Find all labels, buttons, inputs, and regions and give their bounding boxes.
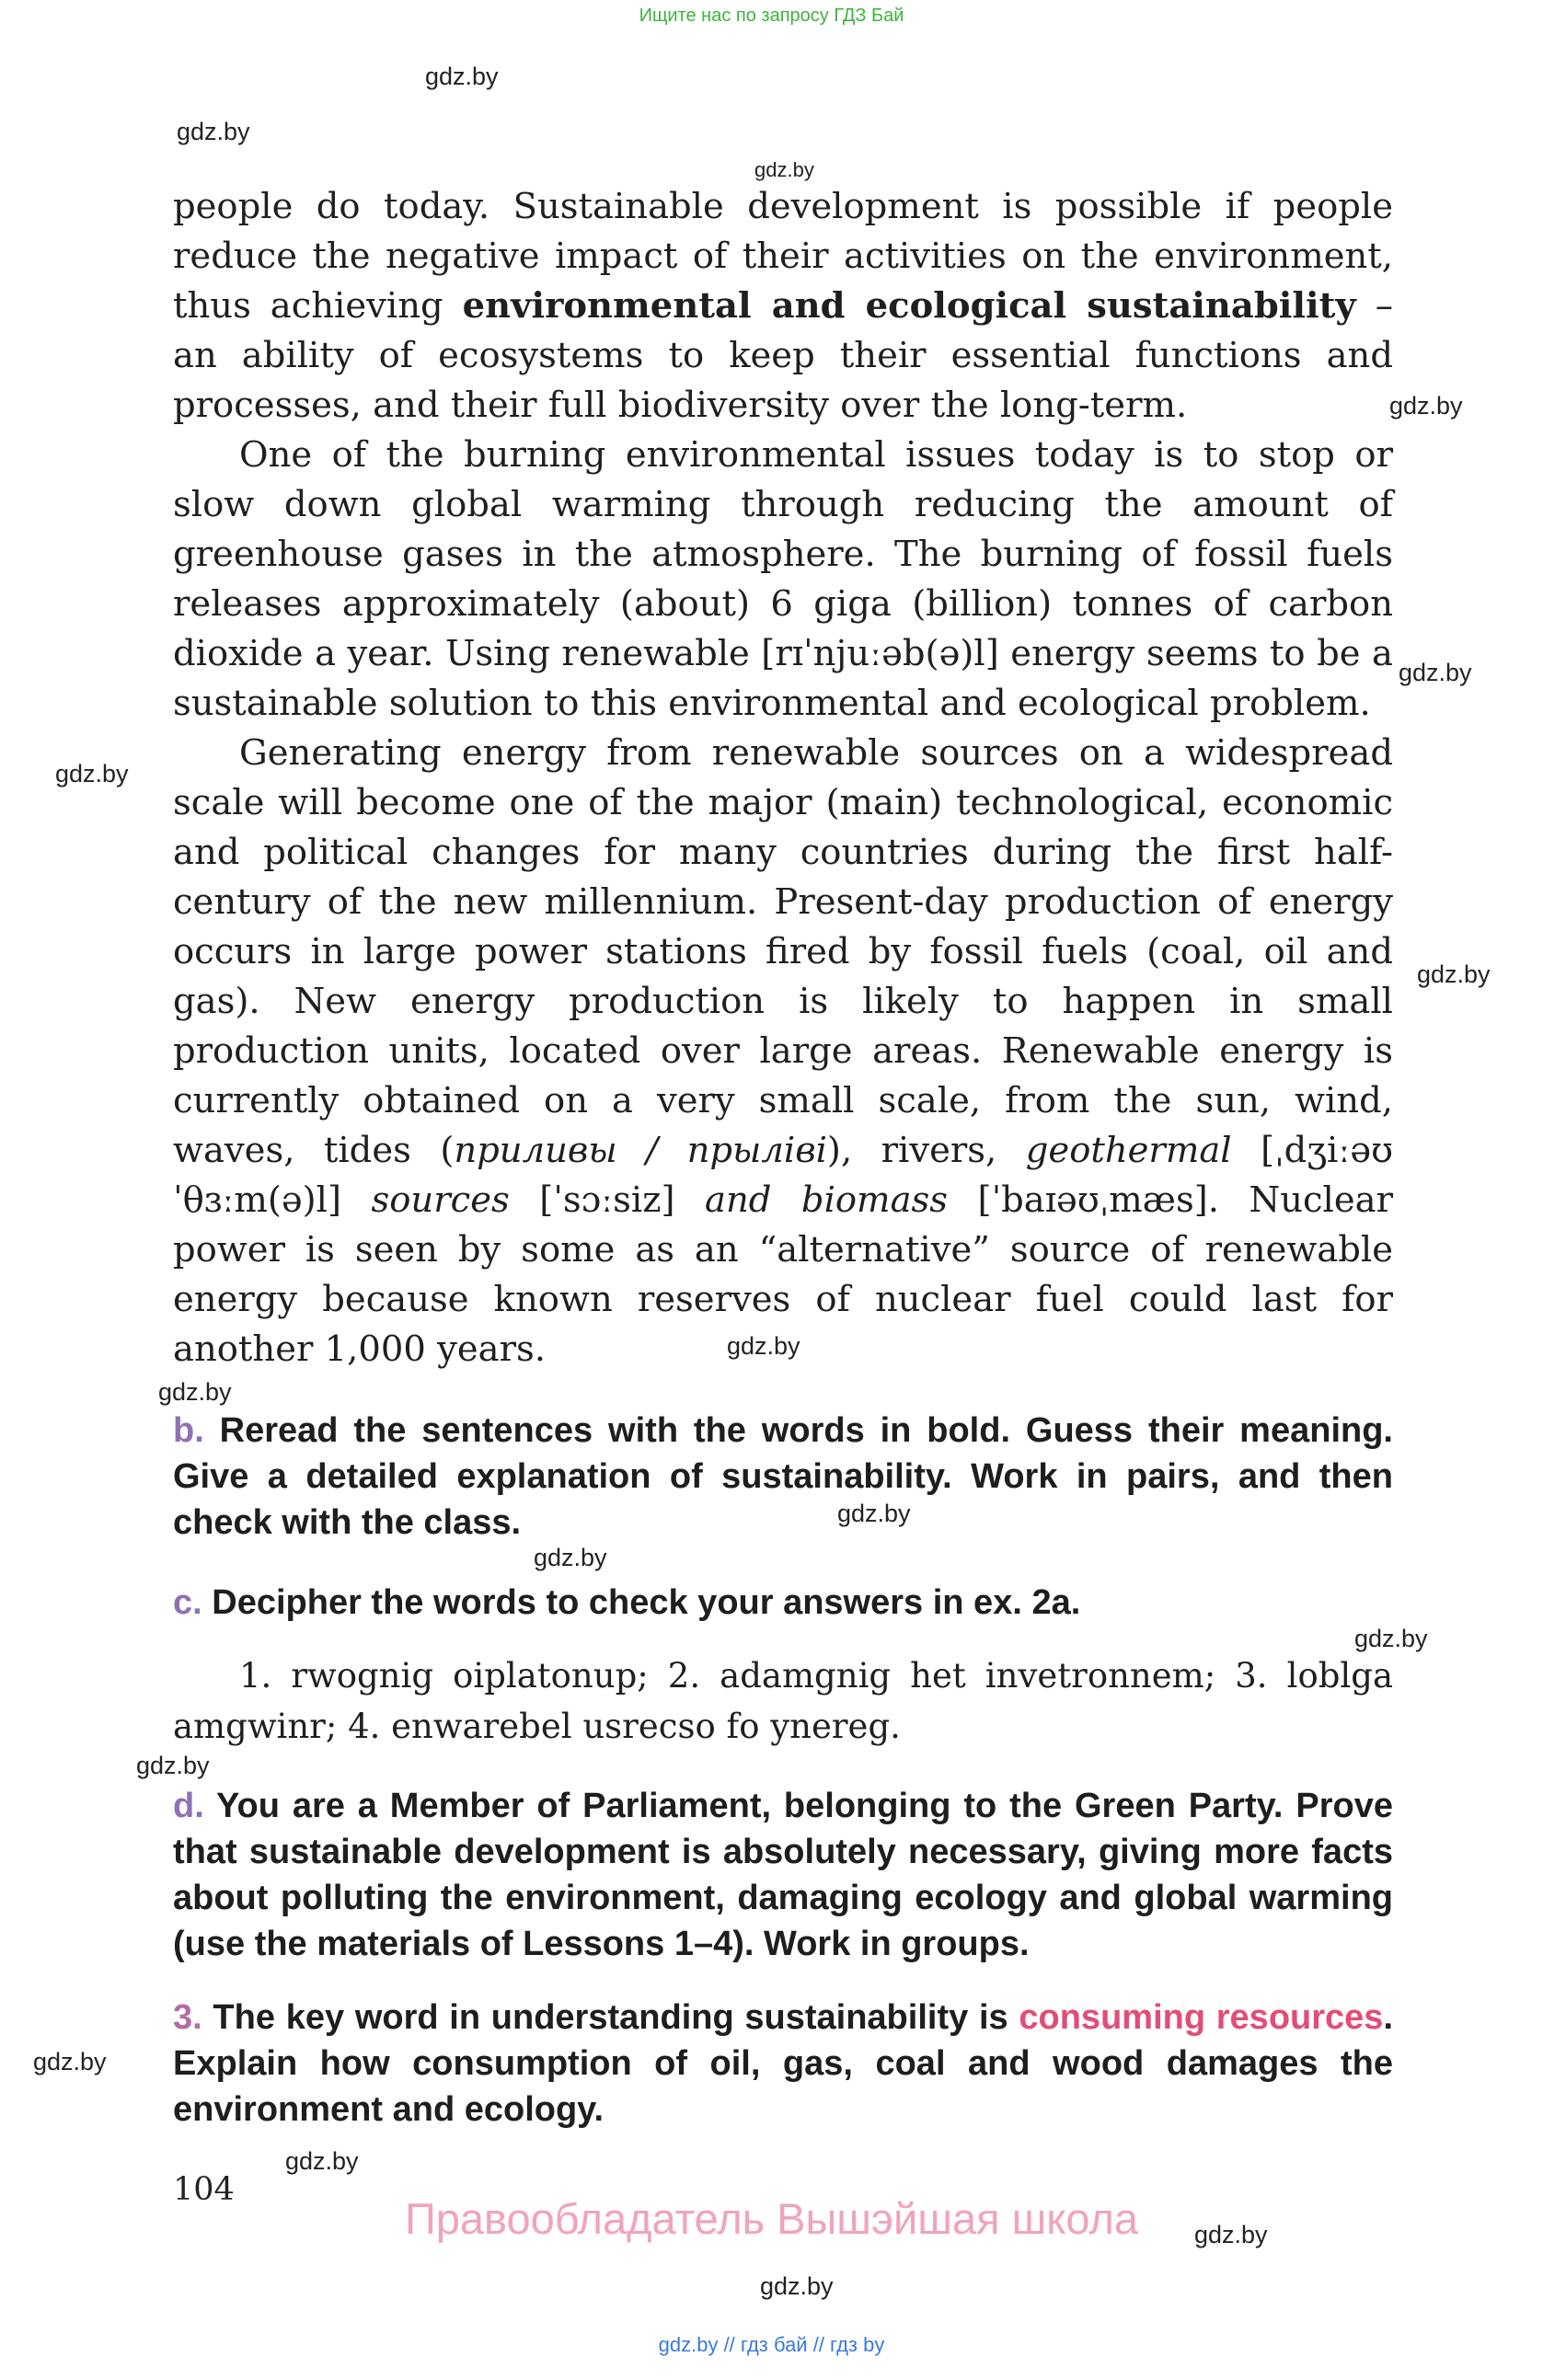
task-3: 3. The key word in understanding sustainability is consuming resources. Explain how consumption of oil, gas, coal and wood damages the environment and ecology. bbox=[173, 1998, 1393, 2129]
task-c-letter: c. bbox=[173, 1583, 202, 1622]
watermark: gdz.by bbox=[425, 63, 499, 90]
watermark: gdz.by bbox=[754, 158, 814, 181]
task-d: d. You are a Member of Parliament, belonging to the Green Party. Prove that sustainable development is absolutely necessary, giving more facts about polluting the environment, damaging ecology and global warming (use the materials of Lessons 1–4). Work in groups. bbox=[173, 1787, 1393, 1963]
bold-term: environmental and ecological sustainability bbox=[462, 285, 1356, 327]
watermark: gdz.by bbox=[837, 1500, 911, 1527]
task-b: b. Reread the sentences with the words in bold. Guess their meaning. Give a detailed explanation of sustainability. Work in pairs, and then check with the class. bbox=[173, 1411, 1393, 1542]
watermark: gdz.by bbox=[177, 118, 250, 145]
task-c: c. Decipher the words to check your answers in ex. 2a. bbox=[173, 1583, 1081, 1622]
watermark: gdz.by bbox=[158, 1378, 232, 1406]
paragraph-1: people do today. Sustainable development is possible if people reduce the negative impact of their activities on the environment, thus achieving environmental and ecological sustainability – an ability of ecosystems to keep their essential functions and processes, and their full biodiversity over the long-term. bbox=[173, 186, 1393, 426]
page-number: 104 bbox=[173, 2171, 235, 2208]
cipher-exercise: 1. rwognig oiplatonup; 2. adamgnig het invetronnem; 3. loblga amgwinr; 4. enwarebel usrecso fo ynereg. bbox=[173, 1656, 1393, 1746]
task-b-letter: b. bbox=[173, 1411, 204, 1450]
task-d-letter: d. bbox=[173, 1787, 204, 1825]
watermark: gdz.by bbox=[534, 1544, 607, 1571]
watermark: gdz.by bbox=[136, 1752, 210, 1779]
watermark: gdz.by bbox=[285, 2147, 359, 2175]
paragraph-2: One of the burning environmental issues today is to stop or slow down global warming through reducing the amount of greenhouse gases in the atmosphere. The burning of fossil fuels releases approximately (about) 6 giga (billion) tonnes of carbon dioxide a year. Using renewable [rɪˈnjuːəb(ə)l] energy seems to be a sustainable solution to this environmental and ecological problem. bbox=[173, 434, 1393, 724]
watermark: gdz.by bbox=[1194, 2221, 1268, 2248]
task-3-number: 3. bbox=[173, 1998, 202, 2037]
main-text bbox=[173, 182, 1393, 1374]
watermark: gdz.by bbox=[727, 1332, 800, 1360]
copyright-notice: Правообладатель Вышэйшая школа bbox=[404, 2194, 1139, 2243]
top-banner: Ищите нас по запросу ГДЗ Бай bbox=[639, 6, 904, 26]
watermark: gdz.by bbox=[1417, 960, 1491, 988]
paragraph-3: Generating energy from renewable sources on a widespread scale will become one of the major (main) technological, economic and political changes for many countries during the first half-century of the new millennium. Present-day production of energy occurs in large power stations fired by fossil fuels (coal, oil and gas). New energy production is likely to happen in small production units, located over large areas. Renewable energy is currently obtained on a very small scale, from the sun, wind, waves, tides (приливы / прыліві), rivers, geothermal [ˌdʒiːəʊˈθɜːm(ə)l] sources [ˈsɔːsiz] and biomass [ˈbaɪəʊˌmæs]. Nuclear power is seen by some as an “alternative” source of renewable energy because known reserves of nuclear fuel could last for another 1,000 years. bbox=[173, 732, 1394, 1370]
key-word-highlight: consuming resources bbox=[1019, 1998, 1384, 2037]
watermark: gdz.by bbox=[1389, 392, 1463, 420]
watermark: gdz.by bbox=[760, 2272, 834, 2300]
watermark: gdz.by bbox=[1354, 1625, 1428, 1652]
footer-links: gdz.by // гдз бай // гдз by bbox=[658, 2333, 885, 2356]
watermark: gdz.by bbox=[33, 2048, 107, 2075]
watermark: gdz.by bbox=[1399, 659, 1472, 686]
watermark: gdz.by bbox=[55, 760, 129, 788]
